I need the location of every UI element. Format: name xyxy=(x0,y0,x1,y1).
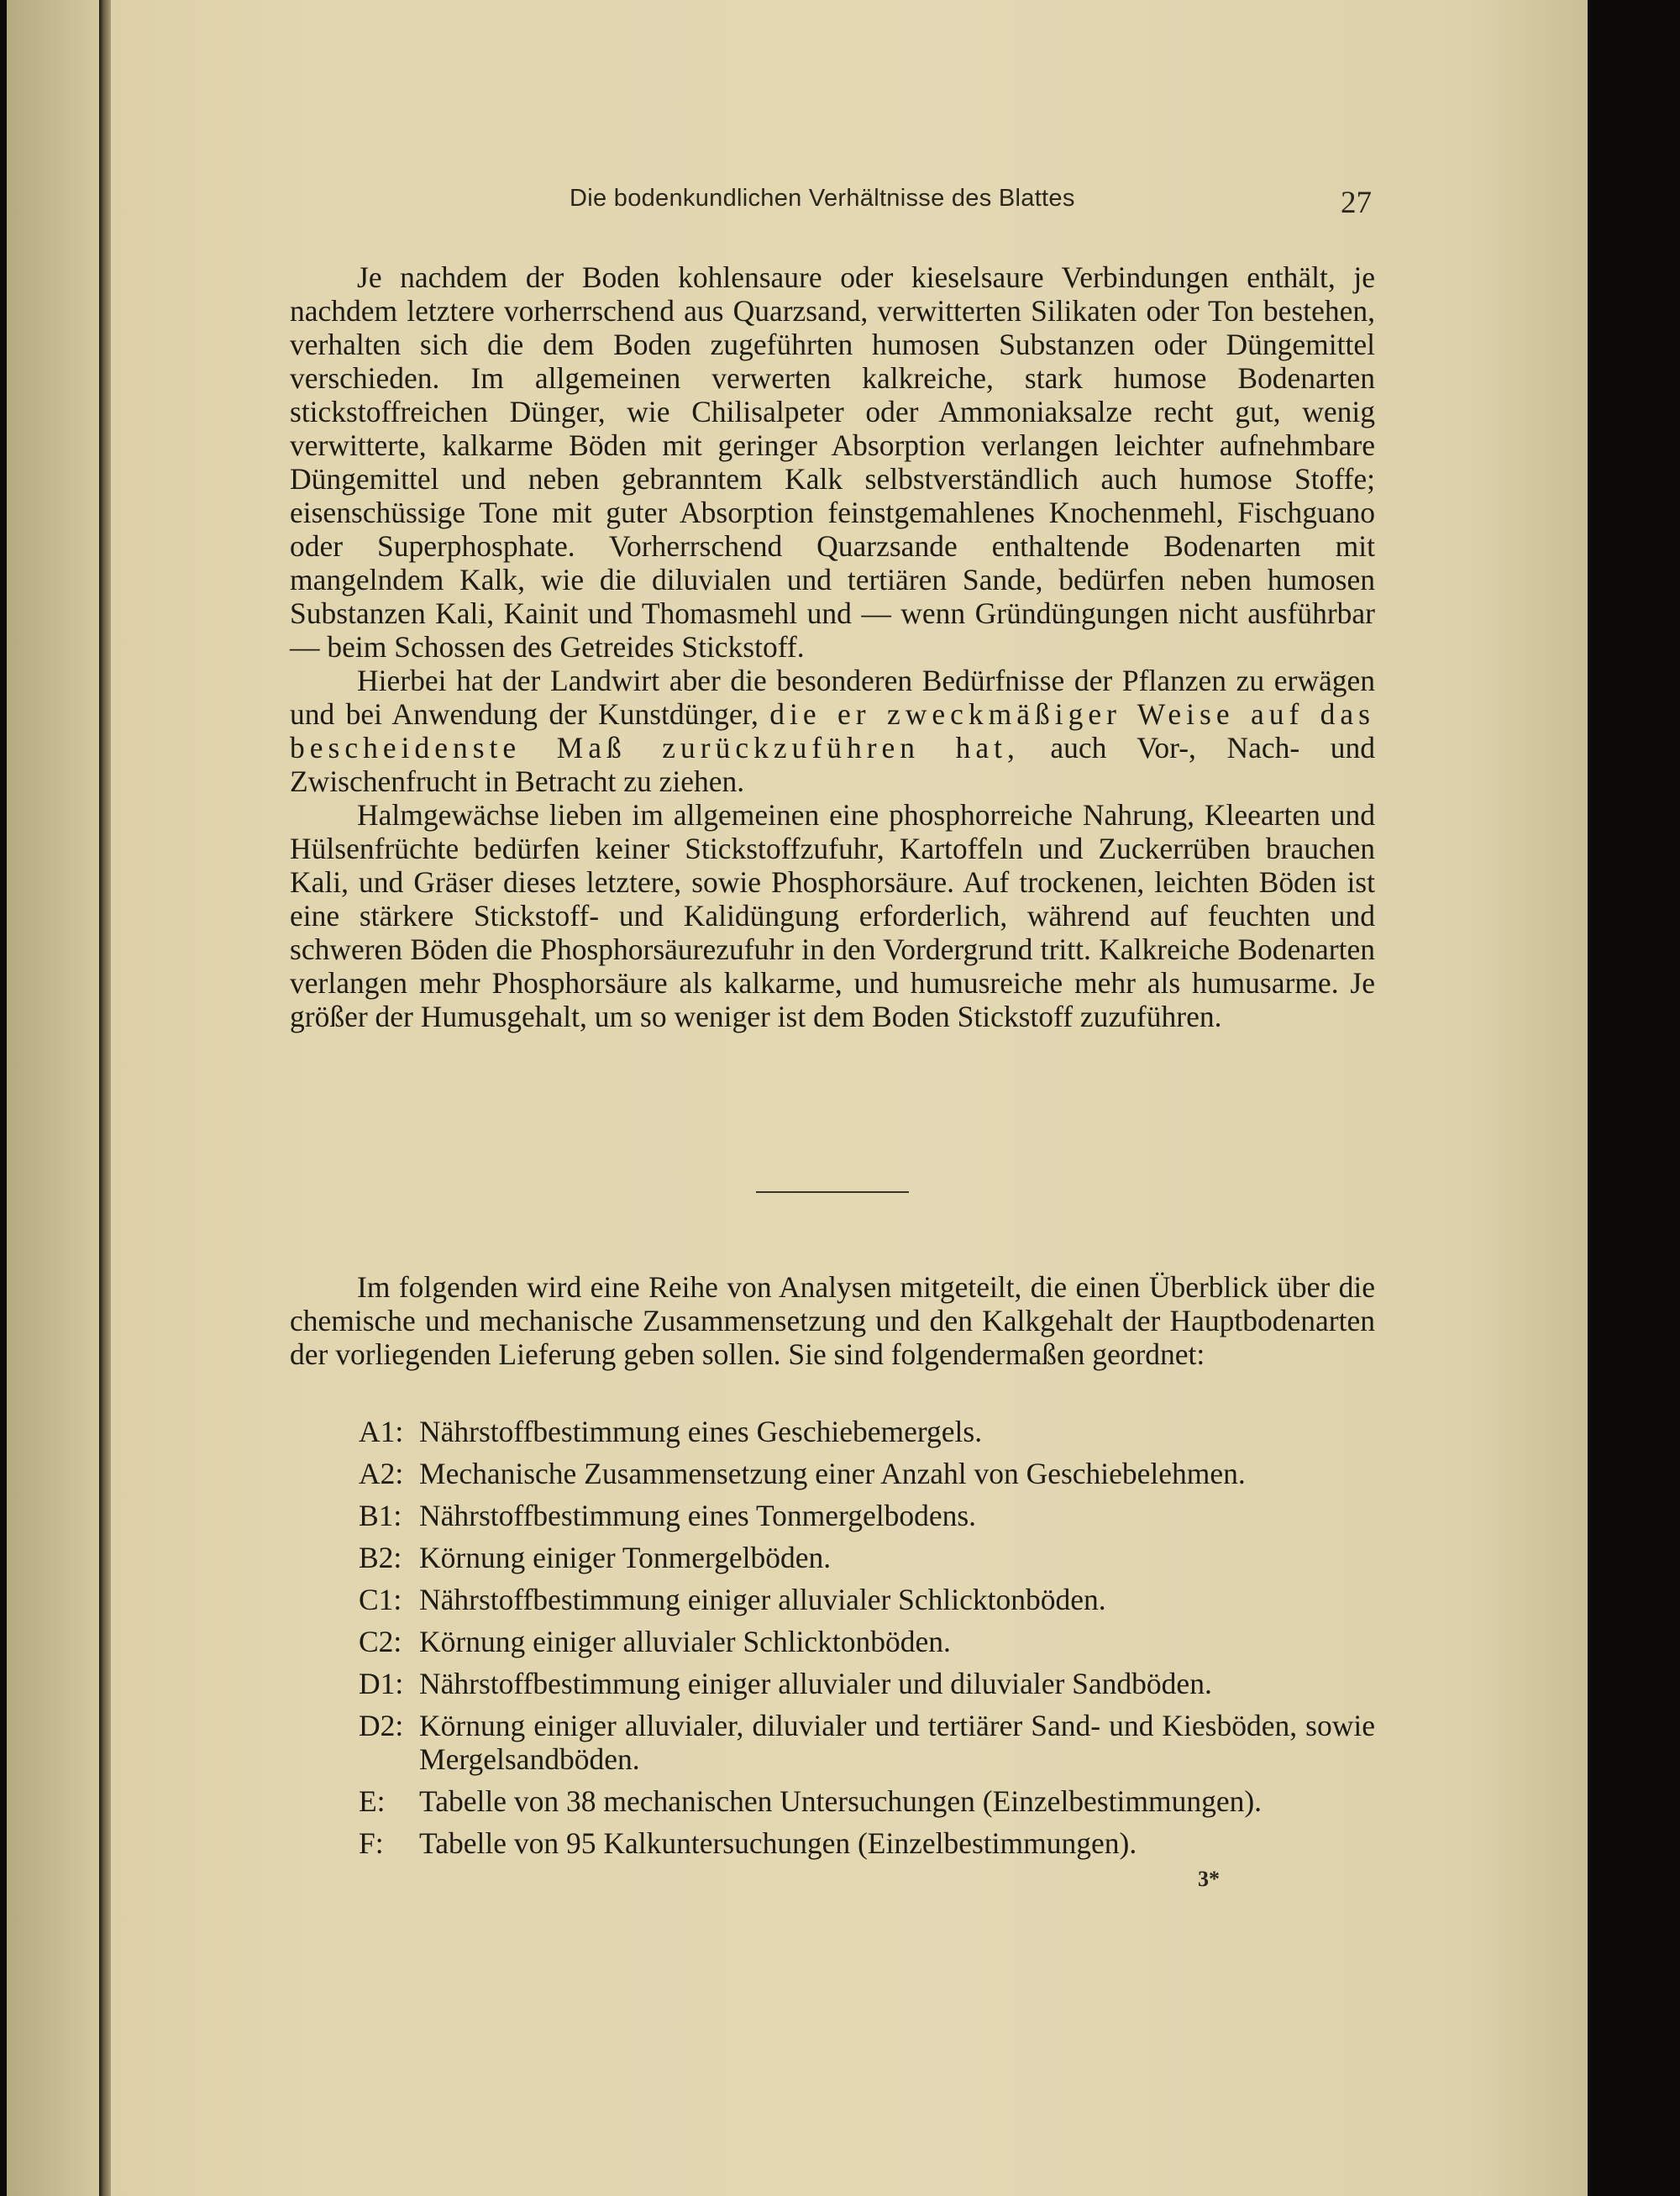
paragraph-2-text-b: auch Vor-, Nach- und Zwischenfrucht in Betracht zu ziehen. xyxy=(290,731,1375,798)
list-item xyxy=(290,1415,1375,1448)
list-text: Nährstoffbestimmung einiger alluvialer Schlicktonböden. xyxy=(419,1583,1106,1616)
paragraph-2-emphasis: die er zweckmäßiger Weise auf das bescheidenste Maß zurückzuführen hat, xyxy=(290,697,1375,764)
list-label: E: xyxy=(359,1784,386,1818)
body-section-1 xyxy=(290,260,1375,1033)
list-text: Tabelle von 95 Kalkuntersuchungen (Einzelbestimmungen). xyxy=(419,1826,1137,1860)
list-item xyxy=(290,1667,1375,1700)
list-item xyxy=(290,1709,1375,1776)
list-item xyxy=(290,1457,1375,1490)
list-text: Tabelle von 38 mechanischen Untersuchungen (Einzelbestimmungen). xyxy=(419,1784,1263,1818)
analysis-list xyxy=(290,1415,1375,1868)
list-text: Mechanische Zusammensetzung einer Anzahl von Geschiebelehmen. xyxy=(419,1457,1246,1490)
paragraph-2-text-a: Hierbei hat der Landwirt aber die besonderen Bedürfnisse der Pflanzen zu erwägen und bei Anwendung der Kunstdünger, xyxy=(290,664,1375,731)
list-label: A2: xyxy=(359,1457,404,1490)
page-number: 27 xyxy=(1341,186,1372,220)
facing-page-edge xyxy=(7,0,99,2196)
list-label: D1: xyxy=(359,1667,404,1700)
book-gutter xyxy=(99,0,111,2196)
list-item xyxy=(290,1541,1375,1574)
list-label: D2: xyxy=(359,1709,404,1742)
scan-background xyxy=(1588,0,1680,2196)
list-text: Körnung einiger alluvialer Schlicktonböden. xyxy=(419,1625,951,1658)
list-text: Nährstoffbestimmung eines Geschiebemergels. xyxy=(419,1415,983,1448)
paragraph-fertilizer-soils: Je nachdem der Boden kohlensaure oder kieselsaure Verbindungen enthält, je nachdem letztere vorherrschend aus Quarzsand, verwitterten Silikaten oder Ton bestehen, verhalten sich die dem Boden zugeführten humosen Substanzen oder Düngemittel verschieden. Im allgemeinen verwerten kalkreiche, stark humose Bodenarten stickstoffreichen Dünger, wie Chilisalpeter oder Ammoniaksalze recht gut, wenig verwitterte, kalkarme Böden mit geringer Absorption verlangen leichter aufnehmbare Düngemittel und neben gebranntem Kalk selbstverständlich auch humose Stoffe; eisenschüssige Tone mit guter Absorption feinstgemahlenes Knochenmehl, Fischguano oder Superphosphate. Vorherrschend Quarzsande enthaltende Bodenarten mit mangelndem Kalk, wie die diluvialen und tertiären Sande, bedürfen neben humosen Substanzen Kali, Kainit und Thomasmehl und — wenn Gründüngungen nicht ausführbar — beim Schossen des Getreides Stickstoff. xyxy=(290,260,1375,664)
list-label: B1: xyxy=(359,1499,402,1532)
list-label: F: xyxy=(359,1826,384,1860)
running-header: Die bodenkundlichen Verhältnisse des Blattes xyxy=(570,185,1075,212)
paragraph-analyses-intro: Im folgenden wird eine Reihe von Analysen mitgeteilt, die einen Überblick über die chemische und mechanische Zusammensetzung und den Kalkgehalt der Hauptbodenarten der vorliegenden Lieferung geben sollen. Sie sind folgendermaßen geordnet: xyxy=(290,1270,1375,1371)
section-divider xyxy=(756,1191,909,1193)
list-text: Nährstoffbestimmung eines Tonmergelbodens. xyxy=(419,1499,977,1532)
list-item xyxy=(290,1625,1375,1658)
list-text: Nährstoffbestimmung einiger alluvialer und diluvialer Sandböden. xyxy=(419,1667,1212,1700)
body-section-2 xyxy=(290,1270,1375,1371)
list-label: C2: xyxy=(359,1625,402,1658)
signature-mark: 3* xyxy=(1198,1867,1220,1891)
list-label: A1: xyxy=(359,1415,404,1448)
list-item xyxy=(290,1826,1375,1860)
list-item xyxy=(290,1499,1375,1532)
paragraph-crop-nutrients: Halmgewächse lieben im allgemeinen eine phosphorreiche Nahrung, Kleearten und Hülsenfrüchte bedürfen keiner Stickstoffzufuhr, Kartoffeln und Zuckerrüben brauchen Kali, und Gräser dieses letztere, sowie Phosphorsäure. Auf trockenen, leichten Böden ist eine stärkere Stickstoff- und Kalidüngung erforderlich, während auf feuchten und schweren Böden die Phosphorsäurezufuhr in den Vordergrund tritt. Kalkreiche Bodenarten verlangen mehr Phosphorsäure als kalkarme, und humusreiche mehr als humusarme. Je größer der Humusgehalt, um so weniger ist dem Boden Stickstoff zuzuführen. xyxy=(290,798,1375,1033)
list-item xyxy=(290,1583,1375,1616)
list-label: B2: xyxy=(359,1541,402,1574)
list-text: Körnung einiger Tonmergelböden. xyxy=(419,1541,832,1574)
list-label: C1: xyxy=(359,1583,402,1616)
paragraph-farmer-needs xyxy=(290,664,1375,798)
list-item xyxy=(290,1784,1375,1818)
list-text: Körnung einiger alluvialer, diluvialer und tertiärer Sand- und Kiesböden, sowie Mergelsandböden. xyxy=(419,1709,1375,1776)
